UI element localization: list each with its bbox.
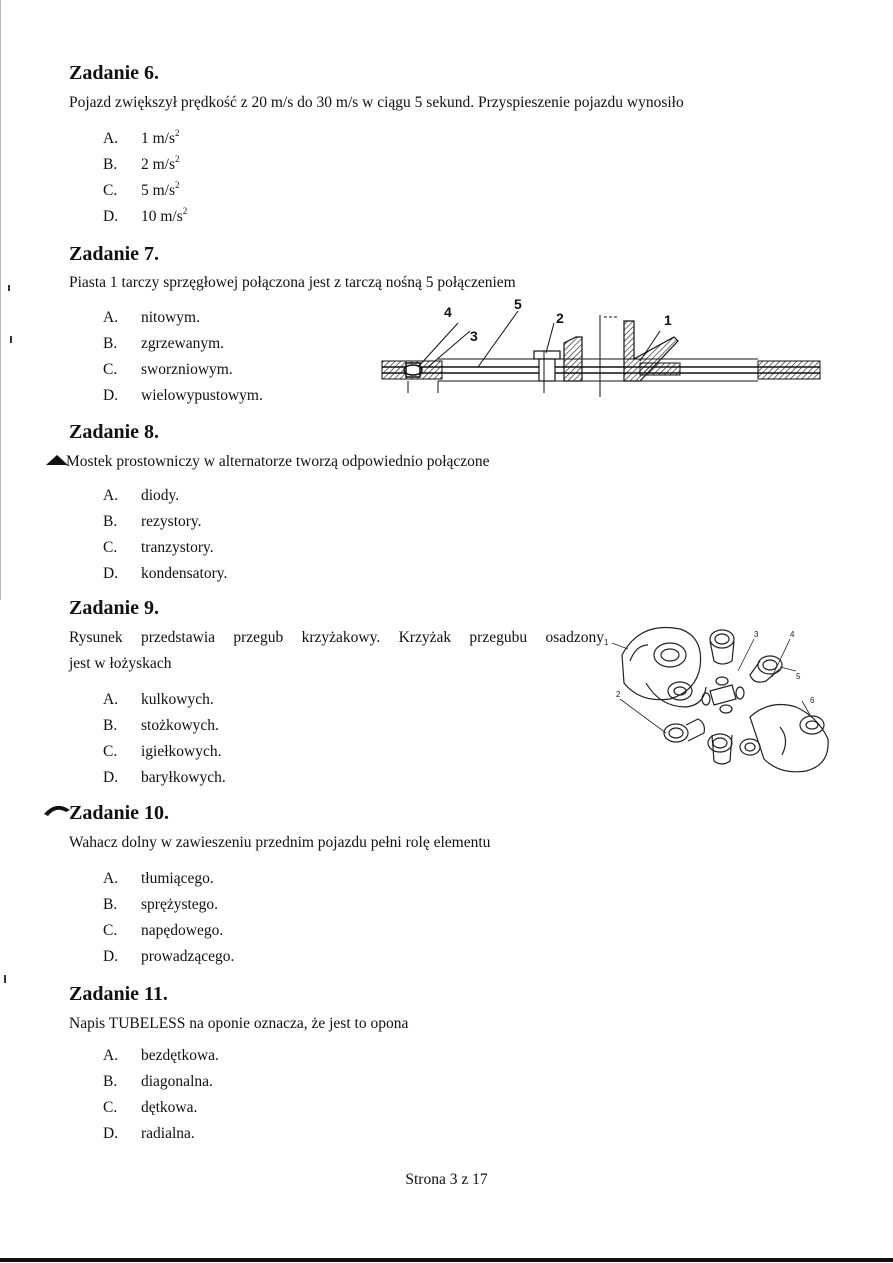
answer-option[interactable]: A. tłumiącego. <box>103 870 214 887</box>
answer-options <box>103 305 263 409</box>
figure-label: 2 <box>556 310 564 326</box>
answer-option[interactable]: D. prowadzącego. <box>103 948 235 965</box>
task-title: Zadanie 7. <box>69 243 160 265</box>
universal-joint-diagram <box>600 615 840 780</box>
bottom-rule <box>0 1258 893 1262</box>
figure-label: 4 <box>444 304 452 320</box>
figure-label: 1 <box>604 638 609 647</box>
answer-option[interactable]: D. radialna. <box>103 1125 195 1142</box>
answer-option[interactable]: C. sworzniowym. <box>103 361 233 378</box>
figure-label: 5 <box>796 672 801 681</box>
scan-blot-icon <box>46 452 68 466</box>
scan-mark <box>4 975 6 983</box>
answer-option[interactable]: B. rezystory. <box>103 513 202 530</box>
task-title: Zadanie 11. <box>69 983 168 1005</box>
answer-option[interactable]: A. nitowym. <box>103 309 200 326</box>
page-number: Strona 3 z 17 <box>405 1171 488 1188</box>
answer-option[interactable]: D. kondensatory. <box>103 565 228 582</box>
answer-options <box>103 866 234 970</box>
answer-options <box>103 483 227 587</box>
figure-label: 6 <box>810 696 815 705</box>
answer-options <box>103 126 187 230</box>
answer-options <box>103 1043 219 1147</box>
answer-option[interactable]: B. stożkowych. <box>103 717 219 734</box>
task-question: jest w łożyskach <box>69 655 172 672</box>
answer-option[interactable]: C. tranzystory. <box>103 539 214 556</box>
task-title: Zadanie 8. <box>69 421 160 443</box>
task-title: Zadanie 9. <box>69 597 160 619</box>
clutch-disc-diagram <box>378 293 828 398</box>
answer-option[interactable]: A. bezdętkowa. <box>103 1047 219 1064</box>
answer-option[interactable]: C. 5 $m/s^2$ <box>103 180 180 199</box>
figure-label: 3 <box>754 630 759 639</box>
task-title: Zadanie 6. <box>69 62 160 84</box>
answer-option[interactable]: A. diody. <box>103 487 180 504</box>
answer-option[interactable]: B. zgrzewanym. <box>103 335 225 352</box>
figure-label: 4 <box>790 630 795 639</box>
scan-mark <box>0 0 1 600</box>
answer-option[interactable]: B. diagonalna. <box>103 1073 213 1090</box>
figure-label: 2 <box>616 690 621 699</box>
figure-label: 1 <box>664 312 672 328</box>
task-question: Pojazd zwiększył prędkość z 20 m/s do 30 m/s w ciągu 5 sekund. Przyspieszenie pojazdu wynosiło <box>69 94 684 111</box>
scan-blot-icon <box>44 800 70 816</box>
scan-mark <box>8 285 10 291</box>
figure-label: 3 <box>470 328 478 344</box>
answer-option[interactable]: B. 2 $m/s^2$ <box>103 154 180 173</box>
task-title: Zadanie 10. <box>69 802 170 824</box>
task-question: Rysunek przedstawia przegub krzyżakowy. Krzyżak przegubu osadzony <box>69 629 604 646</box>
answer-option[interactable]: D. 10 $m/s^2$ <box>103 206 188 225</box>
answer-option[interactable]: B. sprężystego. <box>103 896 219 913</box>
task-question: Piasta 1 tarczy sprzęgłowej połączona jest z tarczą nośną 5 połączeniem <box>69 274 516 291</box>
scan-mark <box>10 336 12 343</box>
answer-option[interactable]: C. igiełkowych. <box>103 743 222 760</box>
answer-option[interactable]: D. wielowypustowym. <box>103 387 263 404</box>
answer-option[interactable]: A. kulkowych. <box>103 691 214 708</box>
answer-option[interactable]: C. dętkowa. <box>103 1099 198 1116</box>
figure-label: 5 <box>514 296 522 312</box>
task-question: Napis TUBELESS na oponie oznacza, że jest to opona <box>69 1015 409 1032</box>
task-question: Wahacz dolny w zawieszeniu przednim pojazdu pełni rolę elementu <box>69 834 491 851</box>
answer-option[interactable]: A. 1 $m/s^2$ <box>103 128 180 147</box>
answer-option[interactable]: D. baryłkowych. <box>103 769 226 786</box>
task-question: Mostek prostowniczy w alternatorze tworzą odpowiednio połączone <box>66 453 490 470</box>
answer-option[interactable]: C. napędowego. <box>103 922 224 939</box>
answer-options <box>103 687 226 791</box>
